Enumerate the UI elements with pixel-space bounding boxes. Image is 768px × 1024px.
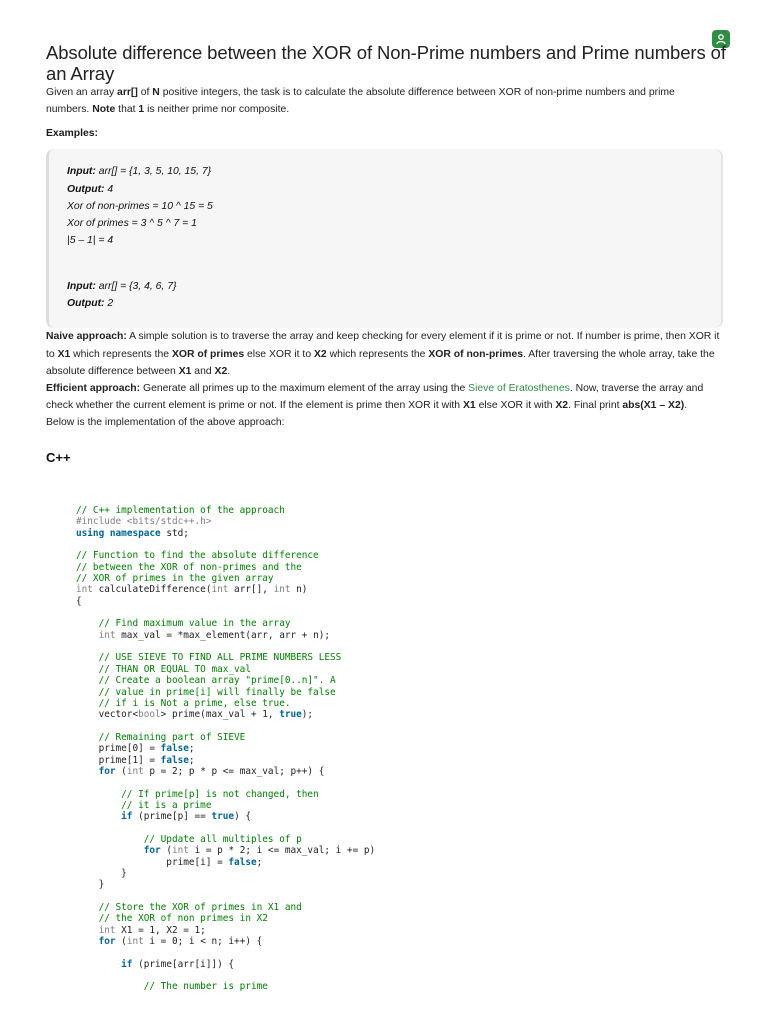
code-token: arr[], [228,584,274,596]
code-token: ) { [234,811,251,823]
bold-text: X2 [555,400,569,412]
code-line [76,584,375,595]
code-line [76,630,375,641]
code-token: // USE SIEVE TO FIND ALL PRIME NUMBERS LESS [98,652,342,664]
code-token: // The number is prime [143,981,268,993]
code-token: ( [115,765,127,777]
code-line [76,550,375,561]
code-token: false [228,856,257,868]
code-token: // Find maximum value in the array [98,618,291,630]
code-line [76,528,375,539]
code-line [76,721,375,732]
code-line [76,687,375,698]
code-token: if [121,958,133,970]
code-token: p = 2; p * p <= max_val; p++) { [143,765,325,777]
implementation-intro: Below is the implementation of the above approach: [46,417,285,429]
code-line [76,505,375,516]
code-line [76,766,375,777]
example-2 [67,278,721,312]
code-token: calculateDifference( [92,584,212,596]
code-line [76,664,375,675]
article [46,42,726,465]
code-token: // THAN OR EQUAL TO max_val [98,663,251,675]
code-token: ( [160,845,172,857]
code-token [76,652,99,663]
bold-text: Naive approach: [46,331,127,343]
code-line [76,902,375,913]
code-line [76,709,375,720]
code-token [76,800,121,811]
text-run: is neither prime nor composite. [144,104,290,116]
code-token: true [211,811,235,823]
code-token: // Store the XOR of primes in X1 and [98,902,302,914]
code-token: ; [256,856,263,868]
code-line [76,913,375,924]
bold-text: N [152,87,160,98]
code-token [76,936,99,947]
code-token: std; [160,527,189,539]
code-token: i = p * 2; i <= max_val; i += p) [188,845,376,857]
code-token: max_val = *max_element(arr, arr + n); [115,629,330,641]
code-line [76,981,375,992]
code-line [76,652,375,663]
code-token: // value in prime[i] will finally be false [98,686,336,698]
examples-label: Examples: [46,128,98,140]
code-line [76,607,375,618]
code-token: // C++ implementation of the approach [76,505,285,516]
code-line [76,618,375,629]
code-token: false [160,754,189,766]
code-token: int [98,924,116,936]
code-token: prime[i] = [76,856,229,868]
code-token: (prime[p] == [132,811,212,823]
code-line [76,732,375,743]
code-token: prime[0] = [76,743,161,755]
example-1 [67,163,721,248]
code-line [76,857,375,868]
code-token: } [76,879,105,891]
code-line [76,539,375,550]
code-token: for [98,765,116,777]
code-token: for [98,936,116,948]
example-line [67,278,721,295]
bold-text: abs(X1 – X2) [622,400,685,412]
bold-text: Output: [67,297,105,309]
code-line [76,743,375,754]
code-line [76,970,375,981]
text-run: else XOR it with [475,400,556,412]
bold-text: X1 [57,348,71,360]
text-run: . [227,365,231,377]
code-line [76,947,375,958]
code-token: bool [138,709,161,721]
code-token [76,630,99,641]
code-line [76,834,375,845]
text-run: 2 [104,297,114,309]
code-token: (prime[arr[i]]) { [132,958,235,970]
code-token: // Create a boolean array "prime[0..n]". A [98,675,336,687]
language-heading: C++ [46,449,71,465]
code-line [76,675,375,686]
example-line [67,181,721,198]
bold-text: arr[] [117,87,138,98]
code-token: // Function to find the absolute difference [76,550,319,562]
code-line [76,562,375,573]
code-token: int [211,584,229,596]
code-token: } [76,868,127,879]
text-run: positive integers, the task is to calculate the absolute difference between XOR of non-prime numbers and prime numbers. [46,87,675,116]
code-token: namespace [109,527,161,539]
code-token: ); [301,709,314,721]
code-line [76,891,375,902]
code-token: for [143,845,161,857]
bold-text: X1 [462,400,476,412]
text-run: arr[] = {3, 4, 6, 7} [95,280,177,292]
bold-text: Note [92,104,116,116]
code-token [76,925,99,936]
code-line [76,845,375,856]
code-token [76,732,99,743]
code-line [76,811,375,822]
text-run: that [115,104,139,116]
code-token: X1 = 1, X2 = 1; [115,924,206,936]
text-run: 4 [104,183,114,195]
example-line [67,198,721,215]
example-line [67,295,721,312]
code-token: // it is a prime [121,799,212,811]
code-token: prime[1] = [76,754,161,766]
text-run: and [191,365,215,377]
code-line [76,800,375,811]
text-run: |5 – 1| = 4 [67,234,114,246]
text-run: else XOR it to [244,348,314,360]
code-token: int [76,584,93,596]
code-token: int [98,629,116,641]
code-line [76,823,375,834]
code-token: using [76,527,105,539]
bold-text: 1 [138,104,145,116]
text-run: Xor of non-primes = 10 ^ 15 = 5 [67,200,213,212]
intro-paragraph [46,84,696,118]
code-token: i = 0; i < n; i++) { [143,936,263,948]
code-token: if [121,811,133,823]
code-token [76,675,99,686]
code-token: > prime(max_val + 1, [160,709,280,721]
example-line [67,232,721,249]
bold-text: Output: [67,183,105,195]
code-line [76,755,375,766]
bold-text: Input: [67,280,96,292]
text-run: which represents the [70,348,172,360]
code-token: // the XOR of non primes in X2 [98,913,268,925]
code-line [76,516,375,527]
text-run: . Final print [568,400,623,412]
code-token [76,981,144,992]
code-token: ; [188,743,195,755]
text-run: Generate all primes up to the maximum element of the array using the [140,383,469,395]
code-token: int [126,936,144,948]
bold-text: X2 [214,365,228,377]
code-token [76,618,99,629]
code-token: int [126,765,144,777]
code-token [76,811,121,822]
code-line [76,596,375,607]
code-token: #include <bits/stdc++.h> [76,516,212,528]
article-title: Absolute difference between the XOR of Non-Prime numbers and Prime numbers of an Array [46,42,726,84]
code-token: // XOR of primes in the given array [76,573,274,585]
code-line [76,959,375,970]
text-run: . [684,400,688,412]
code-token [76,834,144,845]
code-token [76,789,121,800]
text-run: of [137,87,153,98]
text-run: Xor of primes = 3 ^ 5 ^ 7 = 1 [67,217,197,229]
code-line [76,789,375,800]
code-token: { [76,595,82,607]
code-token: ( [115,936,127,948]
code-token: int [171,845,189,857]
code-line [76,698,375,709]
text-run: . After traversing the whole array, take the absolute difference between [46,348,715,377]
code-token: // if i is Not a prime, else true. [98,697,291,709]
code-token [76,959,121,970]
bold-text: XOR of non-primes [428,348,524,360]
bold-text: X1 [178,365,192,377]
code-token: // between the XOR of non-primes and the [76,561,302,573]
bold-text: Efficient approach: [46,383,141,395]
code-line [76,879,375,890]
text-run: Given an array [46,87,118,98]
sieve-link[interactable]: Sieve of Eratosthenes [468,383,570,395]
bold-text: X2 [313,348,327,360]
code-token: // Update all multiples of p [143,833,302,845]
code-token [76,913,99,924]
code-block [76,505,375,993]
code-line [76,573,375,584]
code-token: vector< [76,709,139,721]
bold-text: Input: [67,166,96,178]
code-token [76,845,144,856]
code-line [76,868,375,879]
code-token [76,687,99,698]
code-line [76,936,375,947]
code-token [76,766,99,777]
example-line [67,215,721,232]
examples-box [46,149,723,328]
code-token: // If prime[p] is not changed, then [121,788,319,800]
code-line [76,641,375,652]
text-run: A simple solution is to traverse the array and keep checking for every element if it is prime or not. If number is prime, then XOR it to [46,331,720,360]
code-token [76,664,99,675]
code-token [76,698,99,709]
text-run: . Now, traverse the array and check whether the current element is prime or not. If the element is prime then XOR it with [46,383,704,412]
naive-approach-paragraph [46,328,723,380]
code-token: // Remaining part of SIEVE [98,731,246,743]
code-token: n) [290,584,308,596]
code-token: false [160,743,189,755]
code-token: true [279,709,302,721]
code-token: int [273,584,291,596]
code-line [76,925,375,936]
code-token [76,902,99,913]
efficient-approach-paragraph [46,380,723,414]
code-token: ; [188,754,195,766]
text-run: which represents the [326,348,429,360]
bold-text: XOR of primes [171,348,245,360]
text-run: arr[] = {1, 3, 5, 10, 15, 7} [95,166,212,178]
example-line [67,163,721,180]
code-line [76,777,375,788]
